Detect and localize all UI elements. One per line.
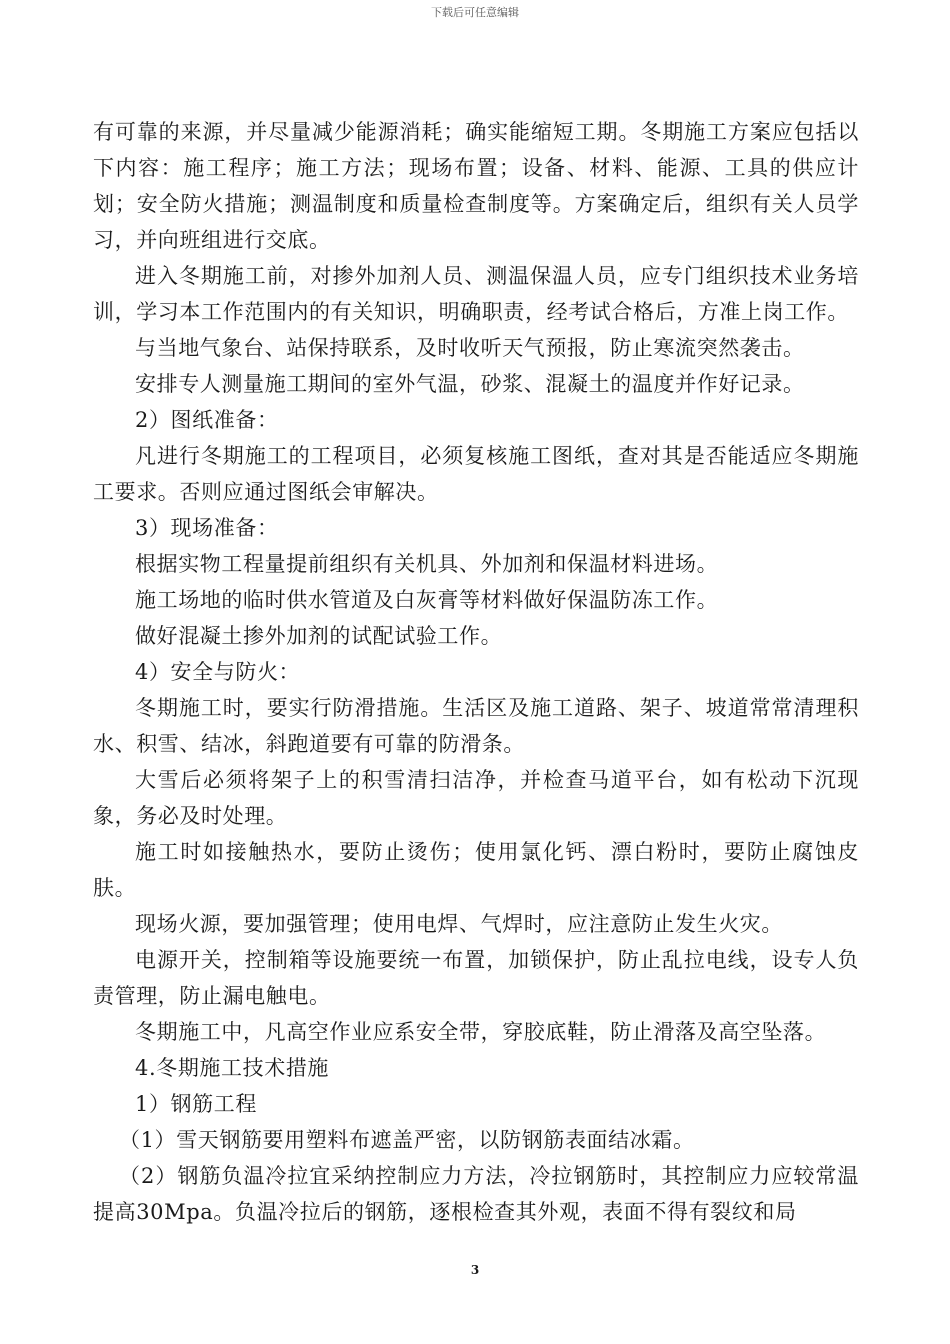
paragraph: 凡进行冬期施工的工程项目，必须复核施工图纸，查对其是否能适应冬期施工要求。否则应通过图纸会审解决。 [93,444,859,504]
paragraph: 根据实物工程量提前组织有关机具、外加剂和保温材料进场。 [135,552,719,576]
paragraph: 现场火源，要加强管理；使用电焊、气焊时，应注意防止发生火灾。 [135,912,783,936]
paragraph: 施工时如接触热水，要防止烫伤；使用氯化钙、漂白粉时，要防止腐蚀皮肤。 [93,840,859,900]
paragraph: 做好混凝土掺外加剂的试配试验工作。 [135,624,503,648]
section-heading: 2）图纸准备： [135,408,279,432]
section-heading: 4.冬期施工技术措施 [135,1056,330,1080]
paragraph: 电源开关，控制箱等设施要统一布置，加锁保护，防止乱拉电线，设专人负责管理，防止漏电触电。 [93,948,859,1008]
section-heading: 4）安全与防火： [135,660,301,684]
paragraph: 与当地气象台、站保持联系，及时收听天气预报，防止寒流突然袭击。 [135,336,805,360]
document-body [93,114,859,1230]
list-item: （1）雪天钢筋要用塑料布遮盖严密，以防钢筋表面结冰霜。 [119,1128,695,1152]
paragraph: 冬期施工中，凡高空作业应系安全带，穿胶底鞋，防止滑落及高空坠落。 [135,1020,827,1044]
list-item: （2）钢筋负温冷拉宜采纳控制应力方法，冷拉钢筋时，其控制应力应较常温提高30Mpa。负温冷拉后的钢筋，逐根检查其外观，表面不得有裂纹和局 [93,1164,859,1224]
page-number: 3 [470,1263,480,1277]
paragraph: 冬期施工时，要实行防滑措施。生活区及施工道路、架子、坡道常常清理积水、积雪、结冰，斜跑道要有可靠的防滑条。 [93,696,859,756]
paragraph: 安排专人测量施工期间的室外气温，砂浆、混凝土的温度并作好记录。 [135,372,805,396]
section-heading: 3）现场准备： [135,516,279,540]
paragraph: 大雪后必须将架子上的积雪清扫洁净，并检查马道平台，如有松动下沉现象，务必及时处理。 [93,768,859,828]
paragraph: 有可靠的来源，并尽量减少能源消耗；确实能缩短工期。冬期施工方案应包括以下内容：施工程序；施工方法；现场布置；设备、材料、能源、工具的供应计划；安全防火措施；测温制度和质量检查制度等。方案确定后，组织有关人员学习，并向班组进行交底。 [93,120,859,252]
subsection-heading: 1）钢筋工程 [135,1092,257,1116]
paragraph: 进入冬期施工前，对掺外加剂人员、测温保温人员，应专门组织技术业务培训，学习本工作范围内的有关知识，明确职责，经考试合格后，方准上岗工作。 [93,264,859,324]
page-header: 下载后可任意编辑 [431,6,519,19]
paragraph: 施工场地的临时供水管道及白灰膏等材料做好保温防冻工作。 [135,588,719,612]
